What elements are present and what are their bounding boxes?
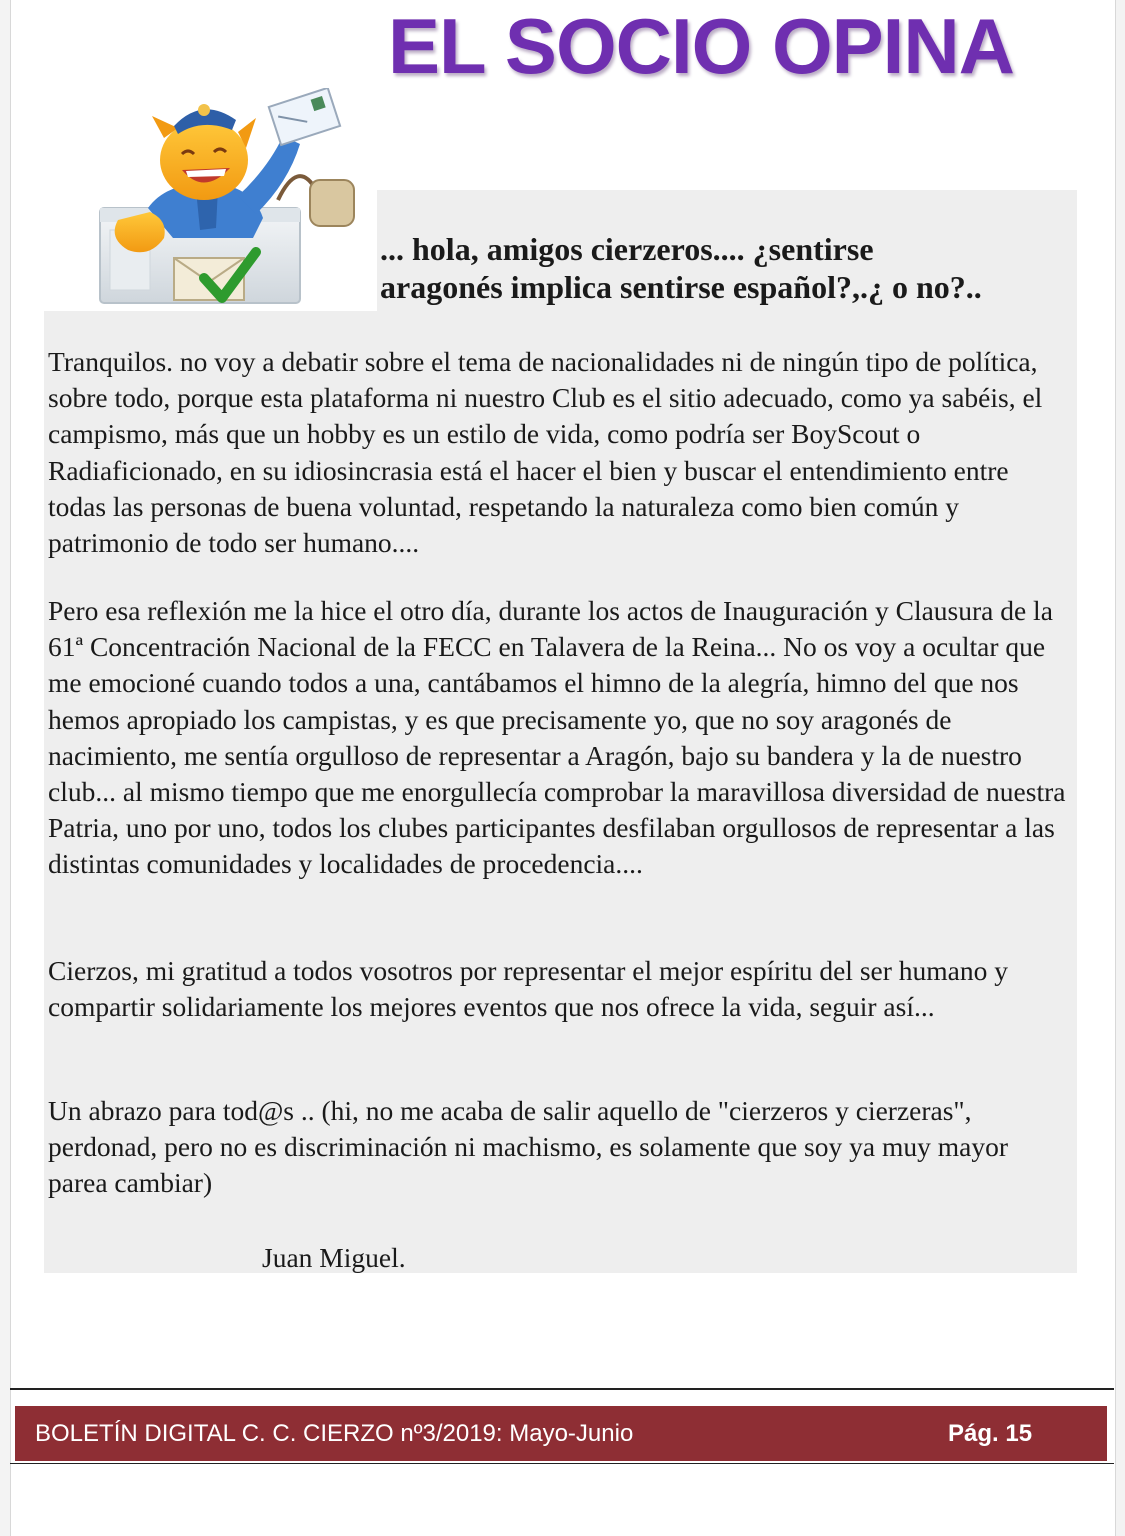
article-paragraph-4: Un abrazo para tod@s .. (hi, no me acaba de salir aquello de "cierzeros y cierzeras", perdonad, pero no es discriminación ni machismo, es solamente que soy ya muy mayor parea cambiar) (48, 1095, 1008, 1199)
article-paragraph-1: Tranquilos. no voy a debatir sobre el tema de nacionalidades ni de ningún tipo de política, sobre todo, porque esta plataforma ni nuestro Club es el sitio adecuado, como ya sabéis, el campismo, más que un hobby es un estilo de vida, como podría ser BoyScout o Radiaficionado, en su idiosincrasia está el hacer el bien y buscar el entendimiento entre todas las personas de buena voluntad, respetando la naturaleza como bien común y patrimonio de todo ser humano.... (48, 346, 1043, 559)
footer-divider-top (10, 1388, 1114, 1390)
footer-page-number: Pág. 15 (948, 1420, 1033, 1447)
article-paragraph-3: Cierzos, mi gratitud a todos vosotros por representar el mejor espíritu del ser humano y compartir solidariamente los mejores eventos que nos ofrece la vida, seguir así... (48, 955, 1008, 1023)
page-title: EL SOCIO OPINA (388, 2, 1014, 90)
footer-divider-bottom (10, 1463, 1114, 1464)
subtitle-line-2: aragonés implica sentirse español?,.¿ o no?.. (380, 269, 982, 305)
mail-carrier-mascot-icon (78, 88, 378, 310)
footer-publication: BOLETÍN DIGITAL C. C. CIERZO nº3/2019: Mayo-Junio (35, 1420, 634, 1447)
author-signature: Juan Miguel. (262, 1242, 406, 1273)
article-paragraph-2: Pero esa reflexión me la hice el otro día, durante los actos de Inauguración y Clausura de la 61ª Concentración Nacional de la FECC en Talavera de la Reina... No os voy a ocultar que me emocioné cuando todos a una, cantábamos el himno de la alegría, himno del que nos hemos apropiado los campistas, y es que precisamente yo, que no soy aragonés de nacimiento, me sentía orgulloso de representar a Aragón, bajo su bandera y la de nuestro club... al mismo tiempo que me enorgullecía comprobar la maravillosa diversidad de nuestra Patria, uno por uno, todos los clubes participantes desfilaban orgullosos de representar a las distintas comunidades y localidades de procedencia.... (48, 595, 1066, 880)
article-subtitle (380, 230, 1080, 306)
subtitle-line-1: ... hola, amigos cierzeros.... ¿sentirse (380, 231, 874, 267)
footer-bar (15, 1406, 1107, 1461)
